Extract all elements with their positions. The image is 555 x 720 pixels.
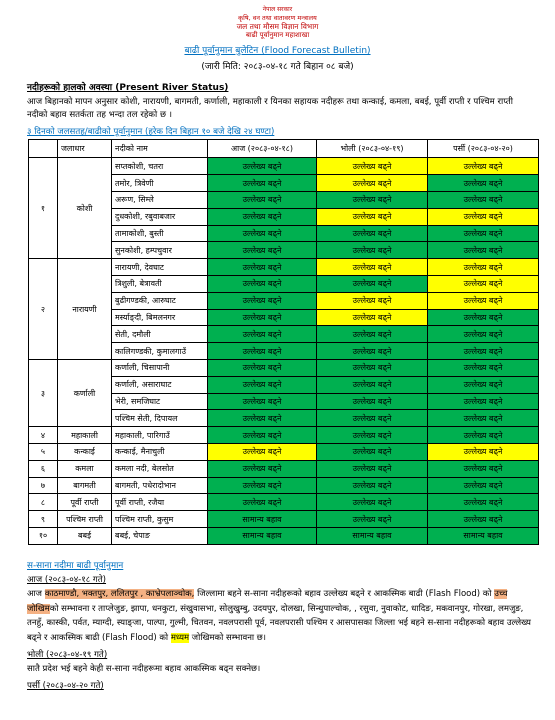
forecast-cell: उल्लेख्य बढ्ने (428, 191, 539, 208)
forecast-cell: उल्लेख्य बढ्ने (428, 343, 539, 360)
forecast-cell: उल्लेख्य बढ्ने (317, 443, 428, 460)
table-row (29, 359, 539, 376)
forecast-cell: उल्लेख्य बढ्ने (428, 242, 539, 259)
basin-number: ६ (29, 460, 58, 477)
forecast-cell: उल्लेख्य बढ्ने (208, 393, 317, 410)
forecast-cell: उल्लेख्य बढ्ने (208, 359, 317, 376)
forecast-cell: उल्लेख्य बढ्ने (317, 158, 428, 175)
forecast-cell: उल्लेख्य बढ्ने (428, 460, 539, 477)
forecast-cell: उल्लेख्य बढ्ने (208, 343, 317, 360)
government-label: नेपाल सरकार (262, 6, 293, 13)
station-name: सप्तकोशी, चतरा (112, 158, 208, 175)
forecast-cell: उल्लेख्य बढ्ने (428, 494, 539, 511)
basin-number: ४ (29, 427, 58, 444)
forecast-heading: ३ दिनको जलसतह/बाढीको पूर्वानुमान (हरेक दिन बिहान १० बजे देखि २४ घण्टा) (27, 127, 275, 138)
forecast-cell: उल्लेख्य बढ्ने (428, 477, 539, 494)
basin-number: ८ (29, 494, 58, 511)
forecast-cell: उल्लेख्य बढ्ने (317, 309, 428, 326)
department-label: जल तथा मौसम विज्ञान विभाग (236, 21, 319, 31)
basin-name: बबई (58, 527, 112, 544)
forecast-cell: उल्लेख्य बढ्ने (208, 410, 317, 427)
table-row (29, 443, 539, 460)
table-row (29, 427, 539, 444)
forecast-cell: उल्लेख्य बढ्ने (317, 208, 428, 225)
forecast-cell: उल्लेख्य बढ्ने (428, 208, 539, 225)
high-risk-districts: काठमाण्डौ, भक्तपुर, ललितपुर , काभ्रेपलाञ्चोक, (44, 588, 195, 599)
today-text-part: जोखिमको सम्भावना छ। (189, 633, 266, 644)
station-name: कालिगण्डकी, कुमालगाउँ (112, 343, 208, 360)
basin-name: कमला (58, 460, 112, 477)
basin-number: ३ (29, 359, 58, 426)
today-label: आज (२०८३-०४-१८ गते) (27, 574, 107, 585)
forecast-cell: उल्लेख्य बढ्ने (208, 427, 317, 444)
division-label: बाढी पूर्वानुमान महाशाखा (245, 31, 310, 39)
forecast-cell: उल्लेख्य बढ्ने (317, 326, 428, 343)
basin-name: कोशी (58, 158, 112, 259)
forecast-cell: उल्लेख्य बढ्ने (208, 225, 317, 242)
forecast-table (28, 139, 539, 544)
forecast-cell: उल्लेख्य बढ्ने (428, 292, 539, 309)
station-name: तमोर, त्रिवेणी (112, 175, 208, 192)
header-today: आज (२०८३-०४-१८) (208, 140, 317, 158)
small-rivers-heading: स-साना नदीमा बाढी पूर्वानुमान (27, 560, 124, 571)
table-row (29, 259, 539, 276)
forecast-cell: उल्लेख्य बढ्ने (317, 343, 428, 360)
today-text (27, 587, 537, 647)
forecast-cell: उल्लेख्य बढ्ने (317, 477, 428, 494)
basin-name: महाकाली (58, 427, 112, 444)
basin-number: १ (29, 158, 58, 259)
basin-name: कर्णाली (58, 359, 112, 426)
forecast-cell: उल्लेख्य बढ्ने (428, 511, 539, 528)
today-text-part: आज (27, 588, 45, 599)
tomorrow-text: सातै प्रदेश भई बहने केही स-साना नदीहरूमा बहाव आकस्मिक बढ्न सक्नेछ। (27, 664, 261, 675)
station-name: सुनकोशी, हम्पचुवार (112, 242, 208, 259)
tomorrow-label: भोली (२०८३-०४-१९ गते) (27, 650, 108, 661)
forecast-cell: सामान्य बहाव (428, 527, 539, 544)
forecast-cell: उल्लेख्य बढ्ने (428, 309, 539, 326)
forecast-cell: उल्लेख्य बढ्ने (317, 175, 428, 192)
forecast-cell: उल्लेख्य बढ्ने (428, 393, 539, 410)
header-dayafter: पर्सी (२०८३-०४-२०) (428, 140, 539, 158)
forecast-cell: उल्लेख्य बढ्ने (317, 225, 428, 242)
header-tomorrow: भोली (२०८३-०४-१९) (317, 140, 428, 158)
forecast-cell: उल्लेख्य बढ्ने (208, 191, 317, 208)
high-risk-label: उच्च जोखिम (27, 588, 508, 614)
station-name: पूर्वी राप्ती, रजैया (112, 494, 208, 511)
forecast-cell: उल्लेख्य बढ्ने (208, 259, 317, 276)
forecast-cell: उल्लेख्य बढ्ने (317, 410, 428, 427)
bulletin-title: बाढी पूर्वानुमान बुलेटिन (Flood Forecast Bulletin) (184, 45, 371, 56)
basin-name: नारायणी (58, 259, 112, 360)
basin-number: २ (29, 259, 58, 360)
station-name: बुढीगण्डकी, आरुघाट (112, 292, 208, 309)
station-name: कर्णाली, चिसापानी (112, 359, 208, 376)
table-row (29, 477, 539, 494)
forecast-cell: उल्लेख्य बढ्ने (208, 376, 317, 393)
station-name: भेरी, समजिघाट (112, 393, 208, 410)
forecast-cell: उल्लेख्य बढ्ने (428, 410, 539, 427)
forecast-cell: उल्लेख्य बढ्ने (428, 443, 539, 460)
forecast-cell: उल्लेख्य बढ्ने (428, 158, 539, 175)
basin-name: बागमती (58, 477, 112, 494)
forecast-cell: सामान्य बहाव (317, 527, 428, 544)
basin-name: पूर्वी राप्ती (58, 494, 112, 511)
header-sn (29, 140, 58, 158)
ministry-label: कृषि, वन तथा वातावरण मन्त्रालय (238, 13, 317, 22)
table-row (29, 460, 539, 477)
basin-number: १० (29, 527, 58, 544)
forecast-cell: उल्लेख्य बढ्ने (317, 275, 428, 292)
forecast-cell: उल्लेख्य बढ्ने (317, 460, 428, 477)
medium-risk-label: मध्यम (170, 633, 190, 644)
header-basin: जलाधार (58, 140, 112, 158)
station-name: महाकाली, पारिगाउँ (112, 427, 208, 444)
station-name: बबई, चेपाङ (112, 527, 208, 544)
forecast-cell: उल्लेख्य बढ्ने (208, 208, 317, 225)
basin-name: कन्काई (58, 443, 112, 460)
forecast-cell: उल्लेख्य बढ्ने (208, 477, 317, 494)
station-name: कन्काई, मैनाचुली (112, 443, 208, 460)
station-name: पश्चिम सेती, दिपायल (112, 410, 208, 427)
basin-number: ९ (29, 511, 58, 528)
forecast-cell: सामान्य बहाव (208, 527, 317, 544)
basin-number: ७ (29, 477, 58, 494)
forecast-cell: उल्लेख्य बढ्ने (317, 376, 428, 393)
forecast-cell: उल्लेख्य बढ्ने (428, 225, 539, 242)
forecast-cell: उल्लेख्य बढ्ने (428, 259, 539, 276)
forecast-cell: उल्लेख्य बढ्ने (208, 292, 317, 309)
forecast-cell: उल्लेख्य बढ्ने (428, 175, 539, 192)
dayafter-label: पर्सी (२०८३-०४-२० गते) (27, 681, 104, 692)
forecast-cell: उल्लेख्य बढ्ने (428, 376, 539, 393)
bulletin-header (0, 0, 555, 40)
issue-date: (जारी मिति: २०८३-०४-१८ गते बिहान ०८ बजे) (201, 61, 354, 72)
station-name: मर्स्याङ्दी, बिमलनगर (112, 309, 208, 326)
forecast-table-body (29, 158, 539, 544)
station-name: पश्चिम राप्ती, कुसुम (112, 511, 208, 528)
station-name: तामाकोशी, बुस्ती (112, 225, 208, 242)
forecast-cell: उल्लेख्य बढ्ने (317, 511, 428, 528)
forecast-cell: उल्लेख्य बढ्ने (428, 326, 539, 343)
station-name: त्रिशुली, बेत्रावती (112, 275, 208, 292)
station-name: कर्णाली, असाराघाट (112, 376, 208, 393)
basin-number: ५ (29, 443, 58, 460)
forecast-cell: उल्लेख्य बढ्ने (428, 275, 539, 292)
forecast-cell: उल्लेख्य बढ्ने (208, 460, 317, 477)
station-name: कमला नदी, बेलसोत (112, 460, 208, 477)
header-station: नदीको नाम (112, 140, 208, 158)
station-name: अरूण, सिम्ले (112, 191, 208, 208)
station-name: दुधकोशी, रबुवाबजार (112, 208, 208, 225)
forecast-cell: उल्लेख्य बढ्ने (317, 393, 428, 410)
station-name: नारायणी, देवघाट (112, 259, 208, 276)
today-text-part: जिल्लामा बहने स-साना नदीहरूको बहाव उल्लेख्य बढ्ने र आकस्मिक बाढी (Flash Flood) को (194, 588, 495, 599)
forecast-cell: उल्लेख्य बढ्ने (208, 443, 317, 460)
forecast-cell: उल्लेख्य बढ्ने (208, 494, 317, 511)
forecast-cell: उल्लेख्य बढ्ने (317, 191, 428, 208)
forecast-cell: उल्लेख्य बढ्ने (317, 359, 428, 376)
river-status-text: आज बिहानको मापन अनुसार कोशी, नारायणी, बागमती, कर्णाली, महाकाली र यिनका सहायक नदीहरू तथा कन्काई, कमला, बबई, पूर्वी राप्ती र पश्चिम राप्ती नदीको बहाव सतर्कता तह भन्दा तल रहेको छ । (27, 96, 513, 121)
table-row (29, 527, 539, 544)
table-row (29, 158, 539, 175)
forecast-cell: उल्लेख्य बढ्ने (317, 494, 428, 511)
table-row (29, 494, 539, 511)
station-name: सेती, दमौली (112, 326, 208, 343)
forecast-cell: उल्लेख्य बढ्ने (208, 309, 317, 326)
forecast-cell: उल्लेख्य बढ्ने (208, 275, 317, 292)
forecast-cell: उल्लेख्य बढ्ने (208, 326, 317, 343)
river-status-heading: नदीहरूको हालको अवस्था (Present River Status) (27, 82, 229, 93)
forecast-cell: उल्लेख्य बढ्ने (208, 158, 317, 175)
forecast-cell: उल्लेख्य बढ्ने (428, 427, 539, 444)
forecast-cell: सामान्य बहाव (208, 511, 317, 528)
basin-name: पश्चिम राप्ती (58, 511, 112, 528)
forecast-cell: उल्लेख्य बढ्ने (208, 175, 317, 192)
station-name: बागमती, पधेरादोभान (112, 477, 208, 494)
forecast-cell: उल्लेख्य बढ्ने (428, 359, 539, 376)
table-header-row (29, 140, 539, 158)
forecast-cell: उल्लेख्य बढ्ने (317, 242, 428, 259)
forecast-cell: उल्लेख्य बढ्ने (208, 242, 317, 259)
forecast-cell: उल्लेख्य बढ्ने (317, 427, 428, 444)
forecast-cell: उल्लेख्य बढ्ने (317, 259, 428, 276)
forecast-cell: उल्लेख्य बढ्ने (317, 292, 428, 309)
today-text-part: को सम्भावना र ताप्लेजुङ, झापा, धनकुटा, संखुवासभा, सोलुखुम्बु, उदयपुर, दोलखा, सिन्धुपाल्चोक, , रसुवा, नुवाकोट, धादिङ, मकवानपुर, गोरखा, लमजुङ, तनहुँ, कास्की, पर्वत, म्याग्दी, स्याङ्जा, पाल्पा, गुल्मी, चितवन, नवलपरासी पूर्व, नवलपरासी पश्चिम र आसपासका जिल्ला भई बहने स-साना नदीहरूको बहाव उल्लेख्य बढ्ने र आकस्मिक बाढी (Flash Flood) को (27, 603, 531, 644)
table-row (29, 511, 539, 528)
